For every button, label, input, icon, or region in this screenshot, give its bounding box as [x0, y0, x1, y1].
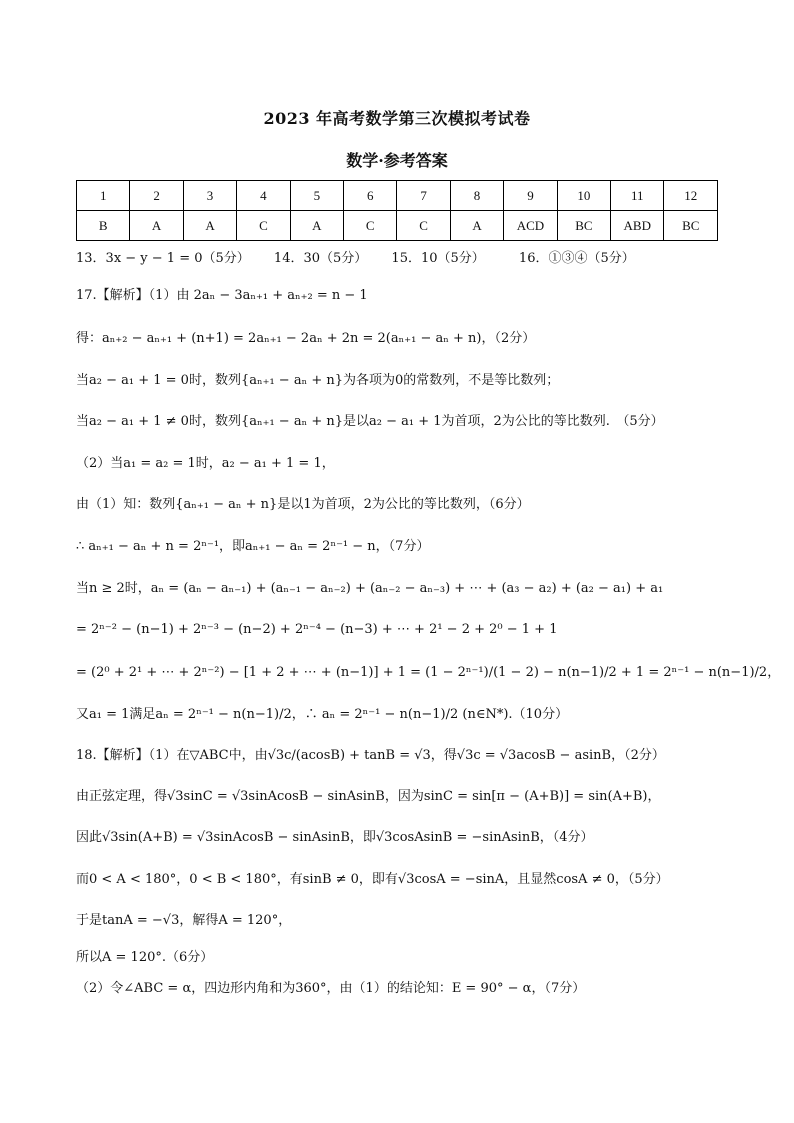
question-number-cell: 11: [611, 181, 664, 211]
solution-line: （2）令∠ABC = α，四边形内角和为360°，由（1）的结论知：E = 90° − α，（7分）: [76, 981, 586, 996]
answer-table-answer-row: [77, 211, 718, 241]
answer-cell: C: [397, 211, 450, 241]
solution-line: 所以A = 120°.（6分）: [76, 950, 214, 965]
answer-table: [76, 180, 718, 241]
answer-q16: 16．①③④（5分）: [518, 251, 635, 266]
solution-line: 当a₂ − a₁ + 1 = 0时，数列{aₙ₊₁ − aₙ + n}为各项为0的常数列，不是等比数列；: [76, 373, 560, 388]
answer-cell: A: [130, 211, 183, 241]
question-number-cell: 1: [77, 181, 130, 211]
question-number-cell: 9: [504, 181, 557, 211]
solution-line: = (2⁰ + 2¹ + ⋯ + 2ⁿ⁻²) − [1 + 2 + ⋯ + (n−1)] + 1 = (1 − 2ⁿ⁻¹)/(1 − 2) − n(n−1)/2 + 1 = 2ⁿ⁻¹ − n(n−1)/2，: [76, 665, 781, 680]
question-number-cell: 6: [344, 181, 397, 211]
solution-line: 得：aₙ₊₂ − aₙ₊₁ + (n+1) = 2aₙ₊₁ − 2aₙ + 2n = 2(aₙ₊₁ − aₙ + n)，（2分）: [76, 331, 536, 346]
answer-cell: A: [290, 211, 343, 241]
question-number-cell: 12: [664, 181, 718, 211]
answer-table-number-row: [77, 181, 718, 211]
solution-line: 而0 < A < 180°，0 < B < 180°，有sinB ≠ 0，即有√3cosA = −sinA，且显然cosA ≠ 0，（5分）: [76, 872, 669, 887]
question-number-cell: 3: [183, 181, 236, 211]
solution-line: 因此√3sin(A+B) = √3sinAcosB − sinAsinB，即√3cosAsinB = −sinAsinB，（4分）: [76, 830, 594, 845]
answer-cell: C: [344, 211, 397, 241]
answer-cell: A: [183, 211, 236, 241]
answer-cell: BC: [664, 211, 718, 241]
fill-blank-answers: [76, 250, 635, 268]
solution-line: 又a₁ = 1满足aₙ = 2ⁿ⁻¹ − n(n−1)/2，∴ aₙ = 2ⁿ⁻¹ − n(n−1)/2 (n∈N*).（10分）: [76, 707, 569, 722]
answer-q13: 13．3x − y − 1 = 0（5分）: [76, 251, 250, 266]
answer-cell: ACD: [504, 211, 557, 241]
question-number-cell: 7: [397, 181, 450, 211]
question-number-cell: 8: [450, 181, 503, 211]
solution-line: = 2ⁿ⁻² − (n−1) + 2ⁿ⁻³ − (n−2) + 2ⁿ⁻⁴ − (n−3) + ⋯ + 2¹ − 2 + 2⁰ − 1 + 1: [76, 622, 558, 637]
solution-line: 由（1）知：数列{aₙ₊₁ − aₙ + n}是以1为首项，2为公比的等比数列，（6分）: [76, 497, 530, 512]
answer-cell: BC: [557, 211, 610, 241]
page-title: 2023 年高考数学第三次模拟考试卷: [263, 109, 531, 128]
solution-line: 18.【解析】（1）在▽ABC中，由√3c/(acosB) + tanB = √3，得√3c = √3acosB − asinB，（2分）: [76, 748, 665, 763]
solution-line: （2）当a₁ = a₂ = 1时，a₂ − a₁ + 1 = 1，: [76, 456, 335, 471]
answer-q14: 14．30（5分）: [273, 251, 368, 266]
solution-line: 当n ≥ 2时，aₙ = (aₙ − aₙ₋₁) + (aₙ₋₁ − aₙ₋₂) + (aₙ₋₂ − aₙ₋₃) + ⋯ + (a₃ − a₂) + (a₂ − a₁) + a₁: [76, 581, 664, 596]
page-subtitle: 数学·参考答案: [346, 151, 448, 170]
solution-line: ∴ aₙ₊₁ − aₙ + n = 2ⁿ⁻¹，即aₙ₊₁ − aₙ = 2ⁿ⁻¹ − n，（7分）: [76, 539, 430, 554]
answer-cell: B: [77, 211, 130, 241]
solution-line: 当a₂ − a₁ + 1 ≠ 0时，数列{aₙ₊₁ − aₙ + n}是以a₂ − a₁ + 1为首项，2为公比的等比数列. （5分）: [76, 414, 664, 429]
answer-cell: C: [237, 211, 290, 241]
solution-line: 17.【解析】（1）由 2aₙ − 3aₙ₊₁ + aₙ₊₂ = n − 1: [76, 288, 368, 303]
question-number-cell: 10: [557, 181, 610, 211]
question-number-cell: 4: [237, 181, 290, 211]
answer-q15: 15．10（5分）: [391, 251, 485, 266]
question-number-cell: 2: [130, 181, 183, 211]
solution-line: 由正弦定理，得√3sinC = √3sinAcosB − sinAsinB，因为sinC = sin[π − (A+B)] = sin(A+B)，: [76, 789, 661, 804]
answer-cell: A: [450, 211, 503, 241]
question-number-cell: 5: [290, 181, 343, 211]
solution-line: 于是tanA = −√3，解得A = 120°，: [76, 913, 292, 928]
answer-cell: ABD: [611, 211, 664, 241]
